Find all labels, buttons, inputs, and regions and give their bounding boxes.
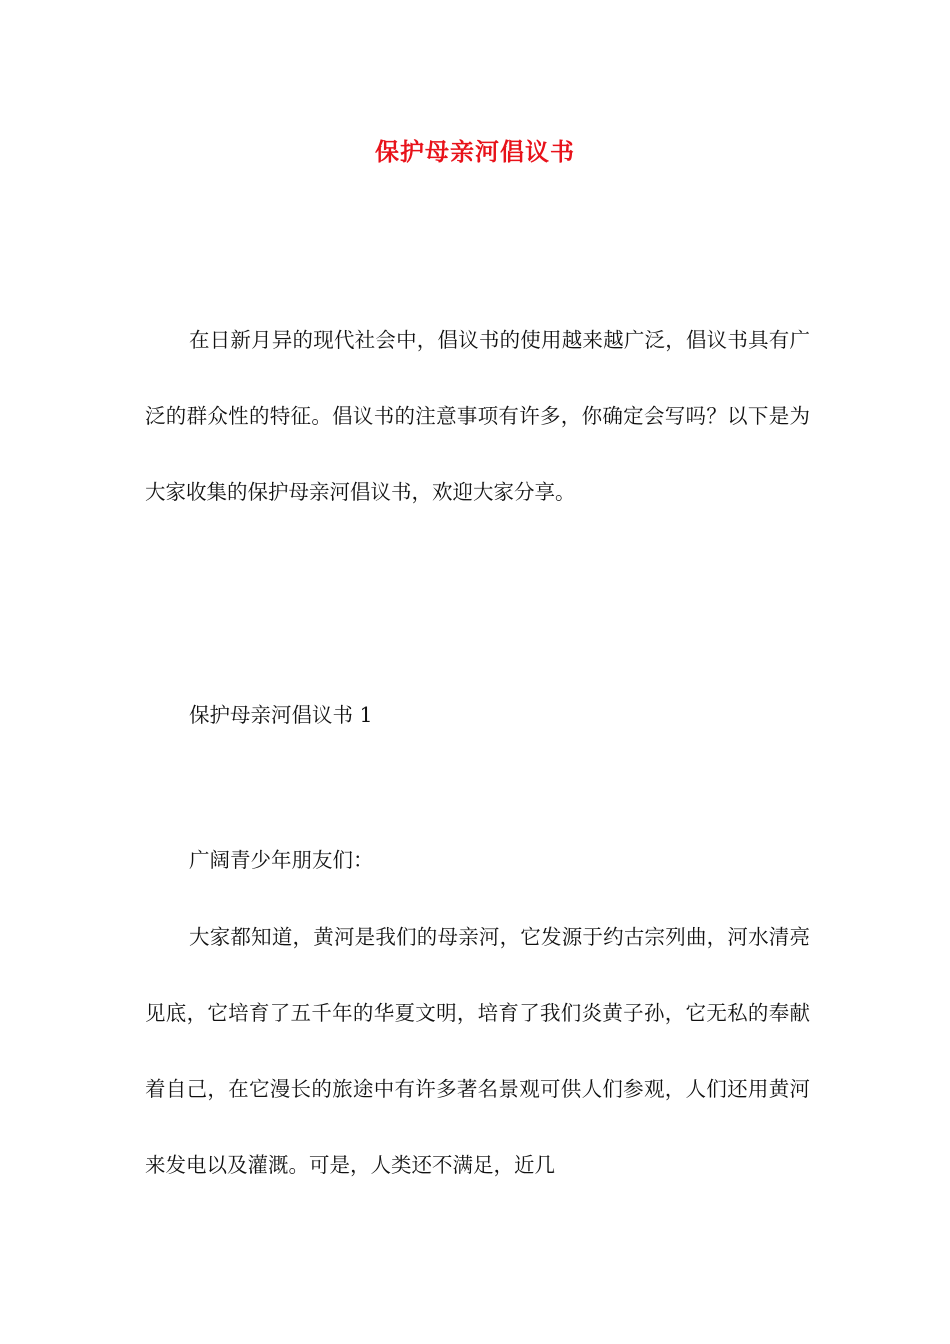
intro-paragraph: 在日新月异的现代社会中，倡议书的使用越来越广泛，倡议书具有广泛的群众性的特征。倡议书的注意事项有许多，你确定会写吗？以下是为大家收集的保护母亲河倡议书，欢迎大家分享。 xyxy=(145,328,810,504)
greeting-line: 广阔青少年朋友们： xyxy=(189,848,374,872)
body-paragraph: 大家都知道，黄河是我们的母亲河，它发源于约古宗列曲，河水清亮见底，它培育了五千年的华夏文明，培育了我们炎黄子孙，它无私的奉献着自己，在它漫长的旅途中有许多著名景观可供人们参观，人们还用黄河来发电以及灌溉。可是，人类还不满足，近几 xyxy=(145,925,810,1177)
section-title: 保护母亲河倡议书 1 xyxy=(189,703,373,727)
document-title: 保护母亲河倡议书 xyxy=(375,137,575,166)
